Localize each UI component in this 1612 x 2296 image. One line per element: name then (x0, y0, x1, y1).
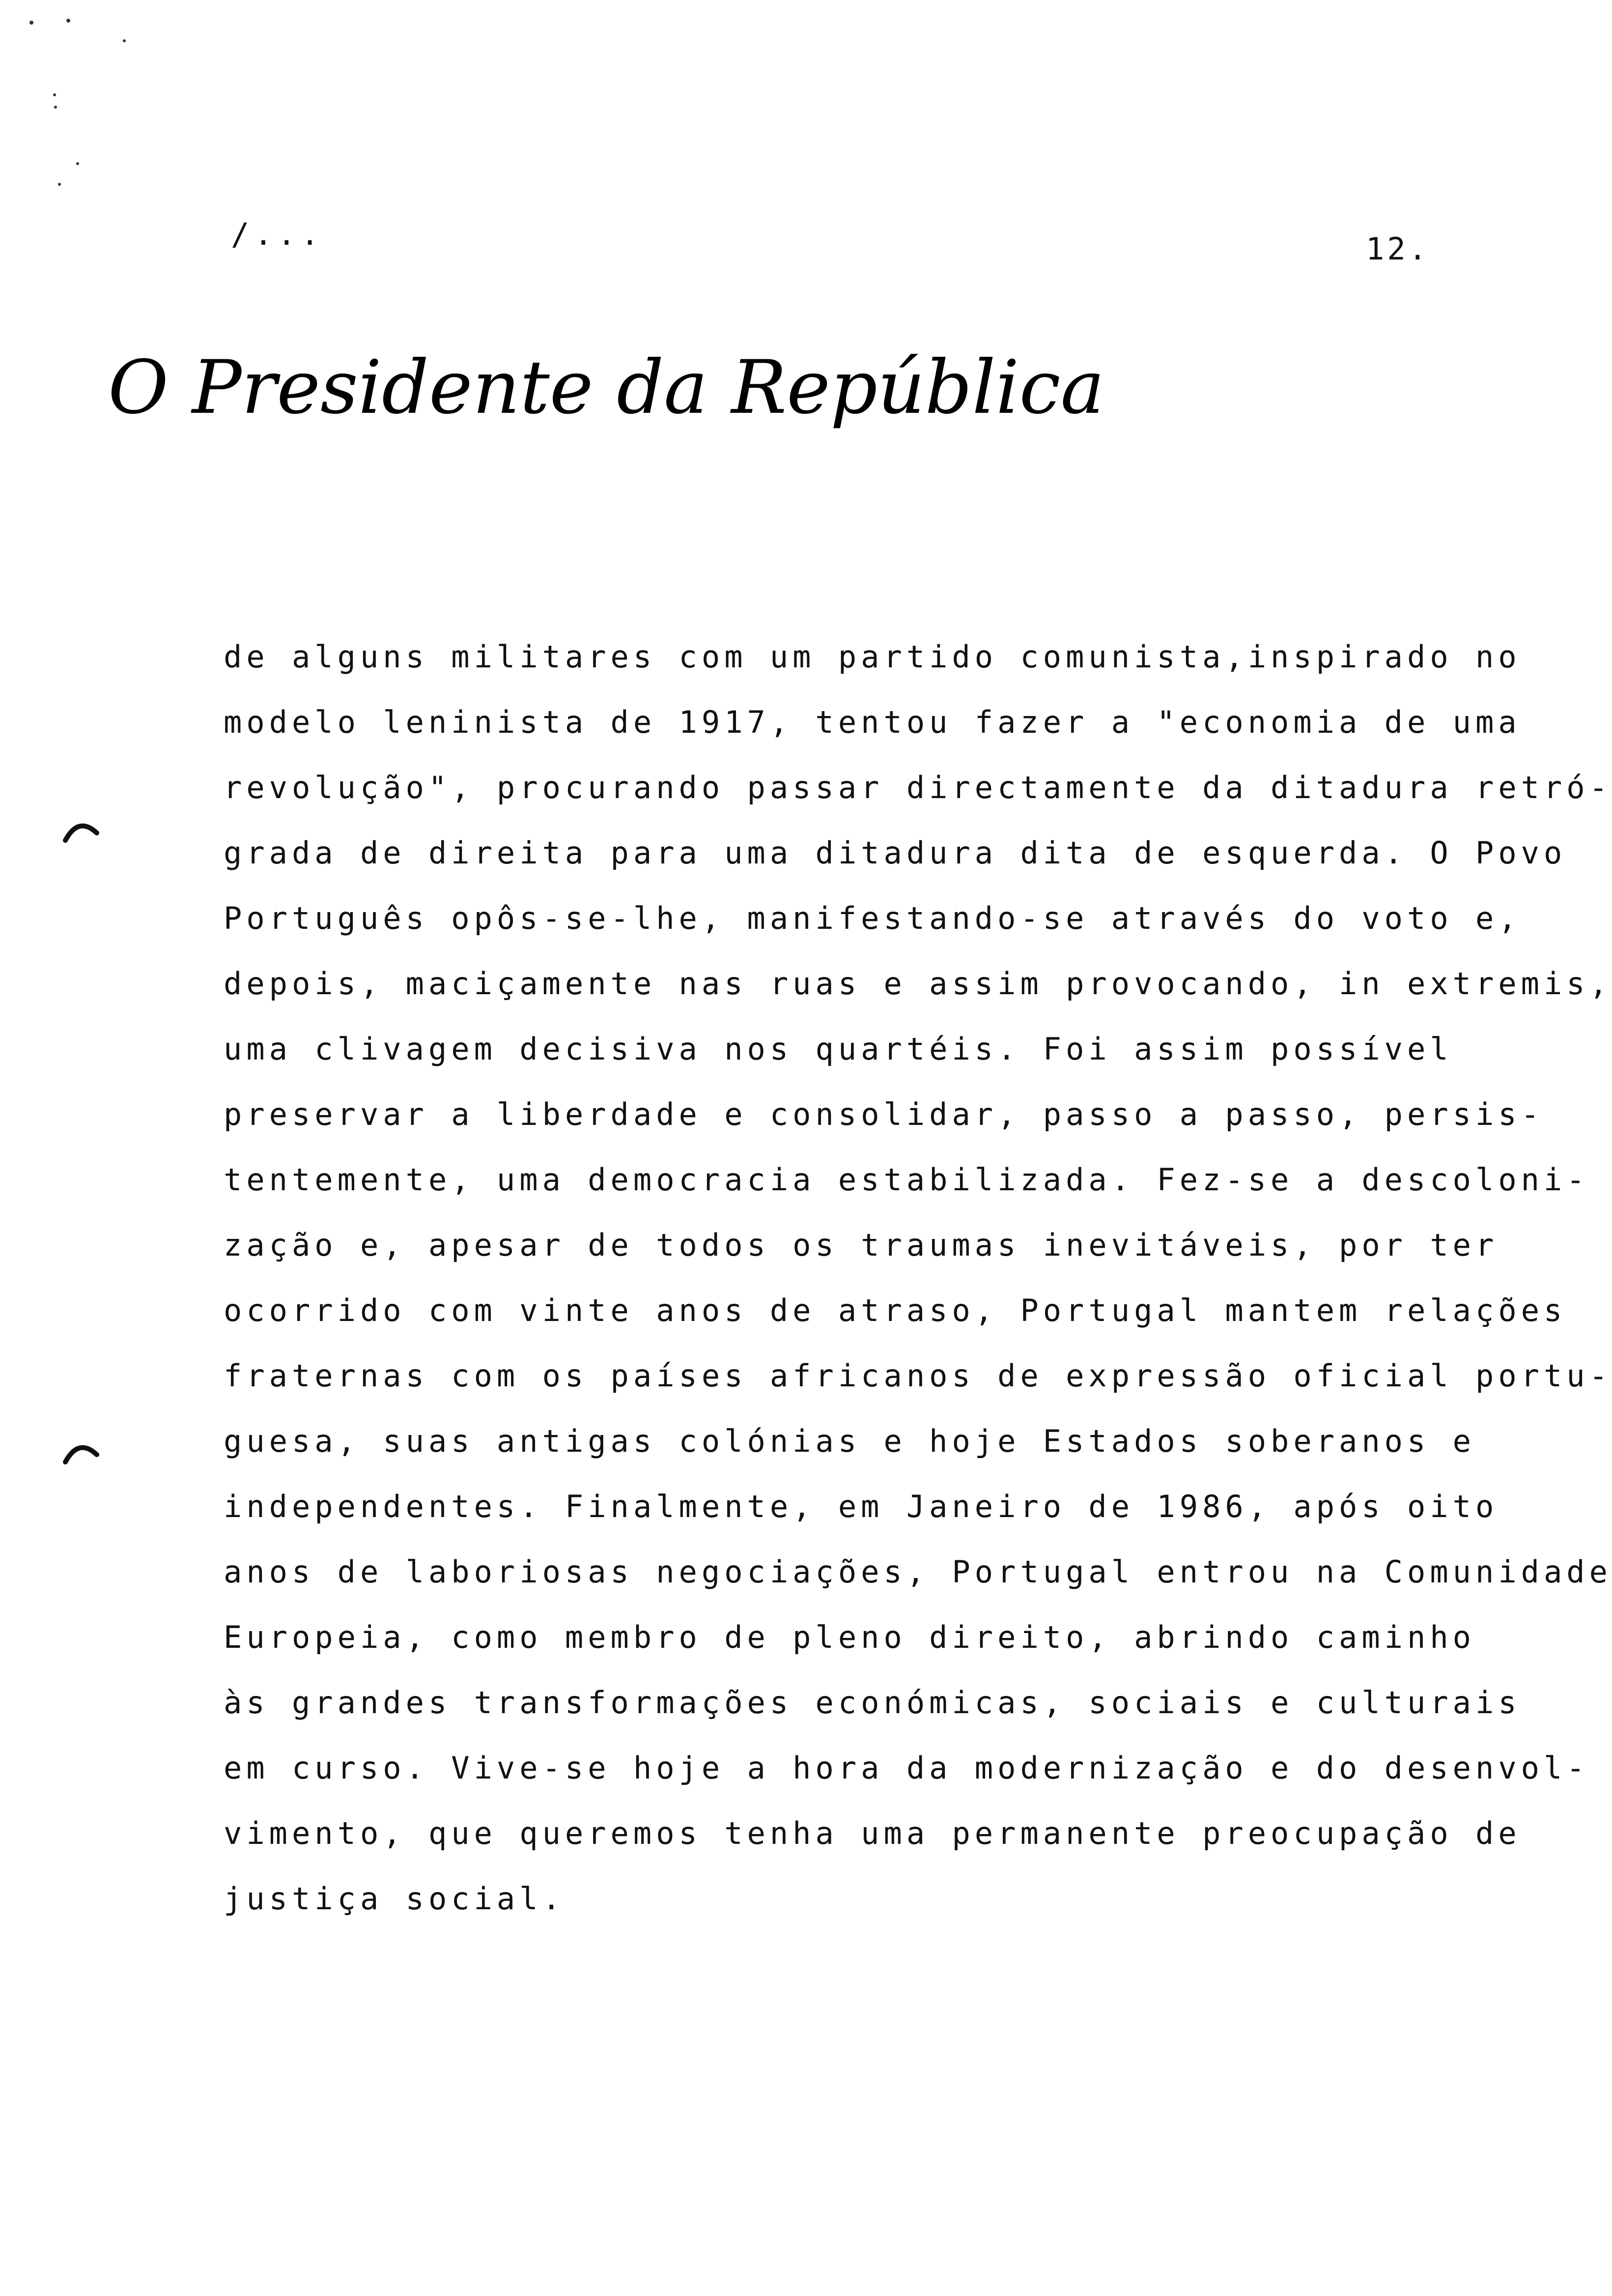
scan-speck (58, 183, 61, 186)
text-line: grada de direita para uma ditadura dita de esquerda. O Povo (224, 835, 1567, 871)
page-number: 12. (1366, 231, 1430, 267)
text-line: uma clivagem decisiva nos quartéis. Foi assim possível (224, 1031, 1453, 1067)
body-paragraph (224, 624, 1612, 1931)
text-line: justiça social. (224, 1881, 565, 1917)
punch-hole-arc-icon (61, 813, 101, 853)
scan-speck (53, 93, 56, 96)
text-line: anos de laboriosas negociações, Portugal entrou na Comunidade (224, 1554, 1612, 1590)
text-line: tentemente, uma democracia estabilizada. Fez-se a descoloni- (224, 1162, 1589, 1198)
text-line: de alguns militares com um partido comunista,inspirado no (224, 639, 1521, 675)
text-line: zação e, apesar de todos os traumas inevitáveis, por ter (224, 1227, 1499, 1263)
text-line: modelo leninista de 1917, tentou fazer a "economia de uma (224, 704, 1521, 740)
text-line: depois, maciçamente nas ruas e assim provocando, in extremis, (224, 966, 1612, 1002)
text-line: ocorrido com vinte anos de atraso, Portugal mantem relações (224, 1292, 1567, 1328)
scan-speck (66, 19, 70, 23)
continuation-marker: /... (231, 216, 324, 252)
text-line: Português opôs-se-lhe, manifestando-se através do voto e, (224, 900, 1521, 936)
letterhead-text: O Presidente da República (108, 345, 1105, 430)
text-line: Europeia, como membro de pleno direito, abrindo caminho (224, 1619, 1475, 1655)
scan-speck (76, 162, 79, 165)
scan-speck (54, 106, 57, 109)
text-line: independentes. Finalmente, em Janeiro de 1986, após oito (224, 1489, 1499, 1524)
punch-hole-arc-icon (61, 1435, 101, 1474)
text-line: em curso. Vive-se hoje a hora da modernização e do desenvol- (224, 1750, 1589, 1786)
text-line: às grandes transformações económicas, sociais e culturais (224, 1685, 1521, 1721)
text-line: vimento, que queremos tenha uma permanente preocupação de (224, 1815, 1521, 1851)
scan-speck (123, 39, 126, 42)
text-line: fraternas com os países africanos de expressão oficial portu- (224, 1358, 1612, 1394)
letterhead (103, 344, 1105, 442)
text-line: revolução", procurando passar directamente da ditadura retró- (224, 770, 1612, 805)
text-line: preservar a liberdade e consolidar, passo a passo, persis- (224, 1096, 1544, 1132)
scan-speck (29, 21, 33, 25)
text-line: guesa, suas antigas colónias e hoje Estados soberanos e (224, 1423, 1475, 1459)
